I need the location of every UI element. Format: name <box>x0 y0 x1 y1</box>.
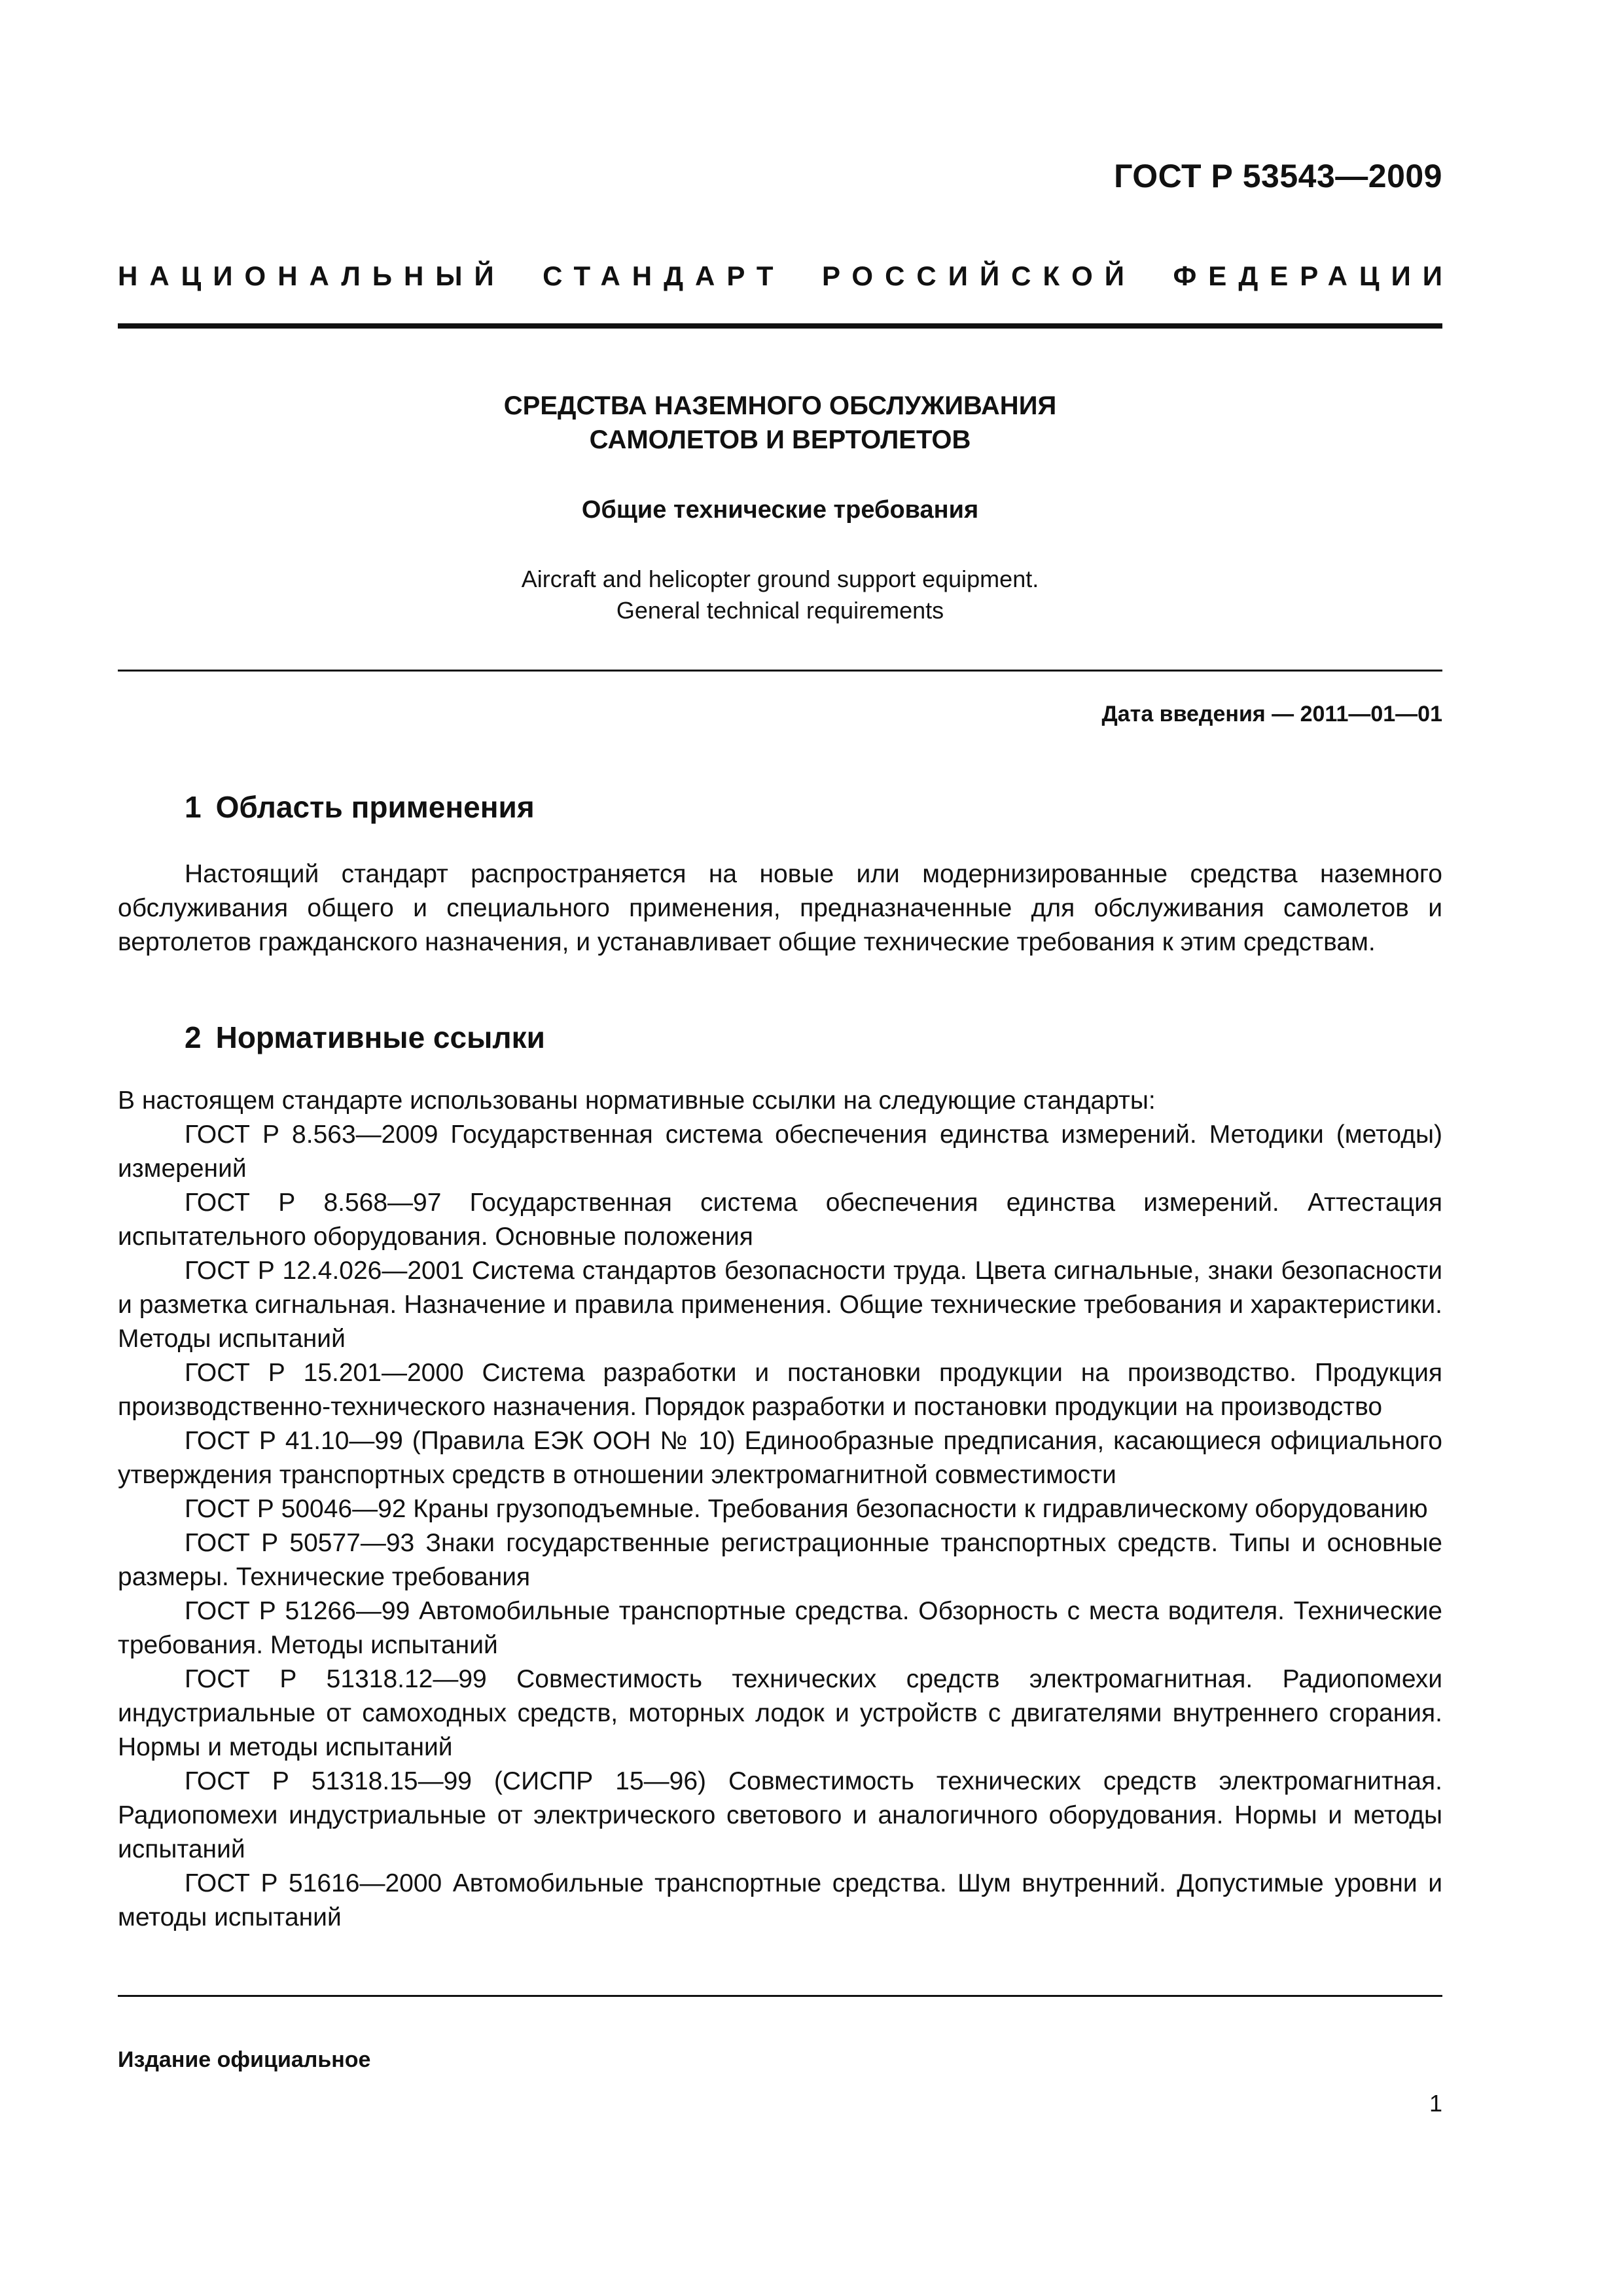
reference-item: ГОСТ Р 50577—93 Знаки государственные регистрационные транспортных средств. Типы и основные размеры. Технические требования <box>118 1529 1442 1591</box>
references-intro: В настоящем стандарте использованы нормативные ссылки на следующие стандарты: <box>118 1086 1156 1115</box>
national-standard-title <box>118 260 1454 292</box>
reference-item: ГОСТ Р 50046—92 Краны грузоподъемные. Требования безопасности к гидравлическому оборудованию <box>185 1495 1428 1523</box>
section-heading-scope <box>185 789 535 825</box>
reference-item: ГОСТ Р 41.10—99 (Правила ЕЭК ООН № 10) Единообразные предписания, касающиеся официального утверждения транспортных средств в отношении электромагнитной совместимости <box>118 1427 1442 1489</box>
reference-item: ГОСТ Р 8.563—2009 Государственная система обеспечения единства измерений. Методики (методы) измерений <box>118 1121 1442 1183</box>
reference-item: ГОСТ Р 15.201—2000 Система разработки и постановки продукции на производство. Продукция производственно-технического назначения. Порядок разработки и постановки продукции на производство <box>118 1359 1442 1421</box>
paragraph: Настоящий стандарт распространяется на новые или модернизированные средства наземного обслуживания общего и специального применения, предназначенные для обслуживания самолетов и вертолетов гражданского назначения, и устанавливает общие технические требования к этим средствам. <box>118 860 1442 956</box>
national-title-word: ФЕДЕРАЦИИ <box>1173 260 1454 291</box>
reference-item: ГОСТ Р 12.4.026—2001 Система стандартов безопасности труда. Цвета сигнальные, знаки безопасности и разметка сигнальная. Назначение и правила применения. Общие технические требования и характеристики. Методы испытаний <box>118 1257 1442 1353</box>
section-body-scope <box>118 857 1442 960</box>
title-ru-subtitle: Общие технические требования <box>581 496 979 524</box>
national-title-word: РОССИЙСКОЙ <box>821 260 1136 291</box>
page-number: 1 <box>1429 2090 1442 2117</box>
section-title: Область применения <box>215 790 535 824</box>
section-number: 1 <box>185 790 202 824</box>
section-number: 2 <box>185 1020 202 1054</box>
title-ru-line1: СРЕДСТВА НАЗЕМНОГО ОБСЛУЖИВАНИЯ <box>503 391 1057 420</box>
title-en-line1: Aircraft and helicopter ground support equipment. <box>521 565 1039 592</box>
reference-item: ГОСТ Р 51318.15—99 (СИСПР 15—96) Совместимость технических средств электромагнитная. Радиопомехи индустриальные от электрического светового и аналогичного оборудования. Нормы и методы испытаний <box>118 1767 1442 1863</box>
title-en-line2: General technical requirements <box>616 597 944 624</box>
title-ru-line2: САМОЛЕТОВ И ВЕРТОЛЕТОВ <box>589 425 971 454</box>
official-edition-label: Издание официальное <box>118 2047 371 2072</box>
header-divider <box>118 323 1442 329</box>
footer-divider <box>118 1995 1442 1997</box>
national-title-word: НАЦИОНАЛЬНЫЙ <box>118 260 506 291</box>
reference-item: ГОСТ Р 8.568—97 Государственная система обеспечения единства измерений. Аттестация испытательного оборудования. Основные положения <box>118 1189 1442 1251</box>
section-body-references <box>118 1084 1442 1935</box>
document-code: ГОСТ Р 53543—2009 <box>1114 158 1442 194</box>
title-divider <box>118 670 1442 672</box>
national-title-word: СТАНДАРТ <box>543 260 785 291</box>
reference-item: ГОСТ Р 51266—99 Автомобильные транспортные средства. Обзорность с места водителя. Технические требования. Методы испытаний <box>118 1597 1442 1659</box>
section-heading-references <box>185 1020 545 1055</box>
reference-item: ГОСТ Р 51318.12—99 Совместимость технических средств электромагнитная. Радиопомехи индустриальные от самоходных средств, моторных лодок и устройств с двигателями внутреннего сгорания. Нормы и методы испытаний <box>118 1665 1442 1761</box>
reference-item: ГОСТ Р 51616—2000 Автомобильные транспортные средства. Шум внутренний. Допустимые уровни и методы испытаний <box>118 1869 1442 1931</box>
section-title: Нормативные ссылки <box>215 1020 545 1054</box>
introduction-date: Дата введения — 2011—01—01 <box>1101 702 1442 726</box>
